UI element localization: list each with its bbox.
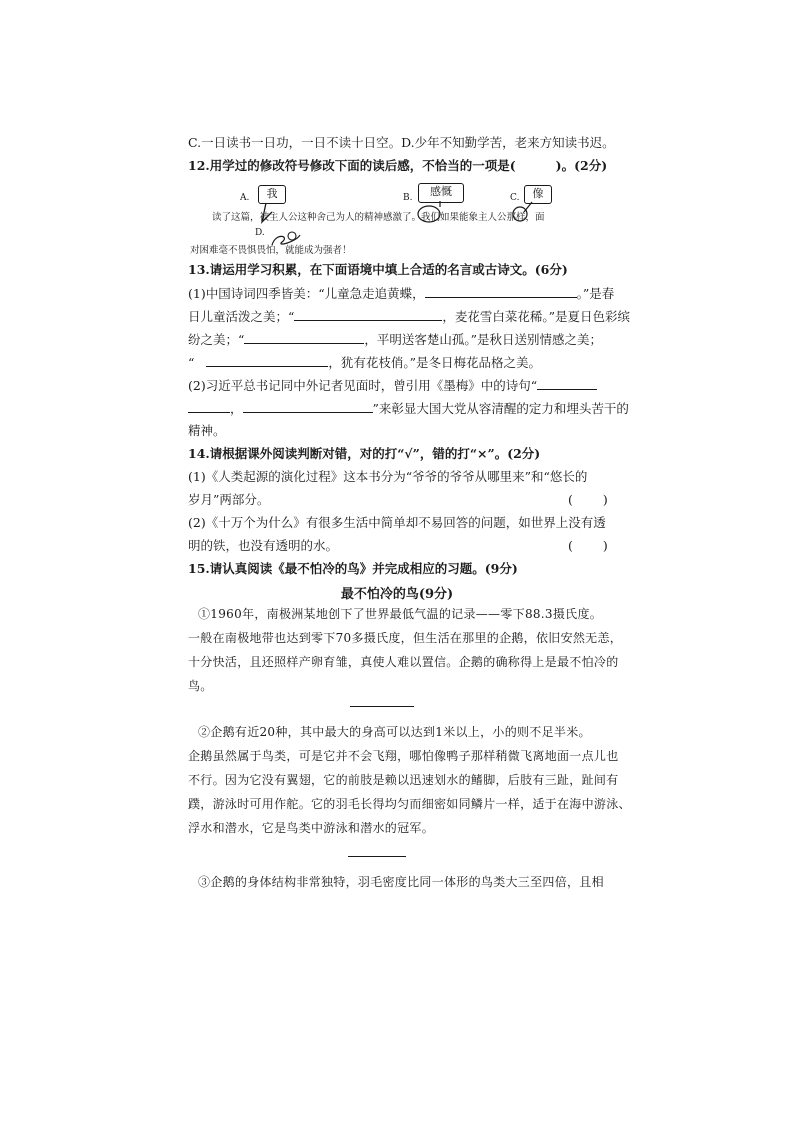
- passage-p1-line-3: 十分快活，且还照样产卵育雏，真使人难以置信。企鹅的确称得上是最不怕冷的: [188, 655, 619, 669]
- q12-passage-line-2: 对困难毫不畏惧畏怕，就能成为强者！: [190, 245, 352, 256]
- q12-stem: 12.用学过的修改符号修改下面的读后感，不恰当的一项是( )。(2分): [188, 158, 608, 173]
- q13-line-3: 纷之美；“ ，平明送客楚山孤。”是秋日送别情感之美；: [188, 332, 603, 347]
- q14-item-2-line-1: (2)《十万个为什么》有很多生活中简单却不易回答的问题，如世界上没有透: [188, 515, 606, 530]
- q13-line-7: 精神。: [188, 423, 226, 438]
- q13-blank-7[interactable]: [243, 400, 373, 413]
- q12-label-c: C.: [510, 193, 520, 203]
- q13-blank-6[interactable]: [188, 400, 230, 413]
- q13-line-6: ， ”来彰显大国大党从容清醒的定力和埋头苦干的: [188, 400, 629, 417]
- q13-blank-5[interactable]: [537, 377, 597, 390]
- q13-line-1: (1)中国诗词四季皆美：“儿童急走追黄蝶， 。”是春: [188, 286, 615, 301]
- q14-item-1-line-1: (1)《人类起源的演化过程》这本书分为“爷爷的爷爷从哪里来”和“悠长的: [188, 469, 588, 484]
- q12-box-c: 像: [524, 185, 552, 204]
- passage-p3-line-1: ③企鹅的身体结构非常独特，羽毛密度比同一体形的鸟类大三至四倍，且相: [198, 875, 604, 889]
- q12-label-a: A.: [240, 193, 250, 203]
- passage-p2-line-1: ②企鹅有近20种，其中最大的身高可以达到1米以上，小的则不足半米。: [198, 725, 591, 739]
- q11-option-d: D.少年不知勤学苦，老来方知读书迟。: [401, 135, 615, 150]
- q14-item-1-answer[interactable]: ( ): [568, 492, 608, 507]
- passage-p1-line-1: ①1960年，南极洲某地创下了世界最低气温的记录——零下88.3摄氏度。: [198, 607, 603, 621]
- q14-item-2-line-2: 明的铁，也没有透明的水。: [188, 538, 339, 553]
- passage-p2-line-5: 浮水和潜水，它是鸟类中游泳和潜水的冠军。: [188, 821, 435, 835]
- q12-box-b: 感慨: [418, 183, 464, 203]
- q13-line-5: (2)习近平总书记同中外记者见面时，曾引用《墨梅》中的诗句“: [188, 377, 597, 394]
- q11-option-c: C.一日读书一日功，一日不读十日空。: [188, 135, 402, 150]
- q12-label-d: D.: [255, 228, 265, 238]
- q14-stem: 14.请根据课外阅读判断对错，对的打“√”，错的打“×”。(2分): [188, 446, 541, 461]
- passage-title: 最不怕冷的鸟(9分): [340, 587, 454, 602]
- q13-blank-3[interactable]: [244, 331, 364, 344]
- passage-p2-line-3: 不行。因为它没有翼翅，它的前肢是赖以迅速划水的鳍脚，后肢有三趾，趾间有: [188, 773, 619, 787]
- q14-item-1-line-2: 岁月”两部分。: [188, 492, 270, 507]
- q13-line-2: 日儿童活泼之美；“ ，麦花雪白菜花稀。”是夏日色彩缤: [188, 309, 631, 324]
- q13-line-4: “ ，犹有花枝俏。”是冬日梅花品格之美。: [188, 355, 542, 370]
- delete-loop-icon: [288, 232, 296, 240]
- q13-blank-2[interactable]: [294, 308, 442, 321]
- section-heading-blank-2[interactable]: [348, 856, 406, 857]
- q13-blank-4[interactable]: [206, 354, 328, 367]
- section-heading-blank-1[interactable]: [350, 706, 414, 707]
- passage-p2-line-4: 蹼，游泳时可用作舵。它的羽毛长得均匀而细密如同鳞片一样，适于在海中游泳、: [188, 797, 631, 811]
- q15-stem: 15.请认真阅读《最不怕冷的鸟》并完成相应的习题。(9分): [188, 561, 518, 576]
- q12-label-b: B.: [403, 193, 413, 203]
- passage-p1-line-2: 一般在南极地带也达到零下70多摄氏度，但生活在那里的企鹅，依旧安然无恙，: [188, 631, 623, 645]
- q13-blank-1[interactable]: [425, 285, 577, 298]
- q13-stem: 13.请运用学习积累，在下面语境中填上合适的名言或古诗文。(6分): [188, 262, 568, 277]
- q12-passage-line-1: 读了这篇，被主人公这种舍己为人的精神感激了。我们如果能象主人公那样，面: [212, 212, 545, 223]
- q14-item-2-answer[interactable]: ( ): [568, 538, 608, 553]
- passage-p2-line-2: 企鹅虽然属于鸟类，可是它并不会飞翔，哪怕像鸭子那样稍微飞离地面一点儿也: [188, 749, 619, 763]
- q12-box-a: 我: [258, 185, 286, 204]
- passage-p1-line-4: 鸟。: [188, 679, 213, 693]
